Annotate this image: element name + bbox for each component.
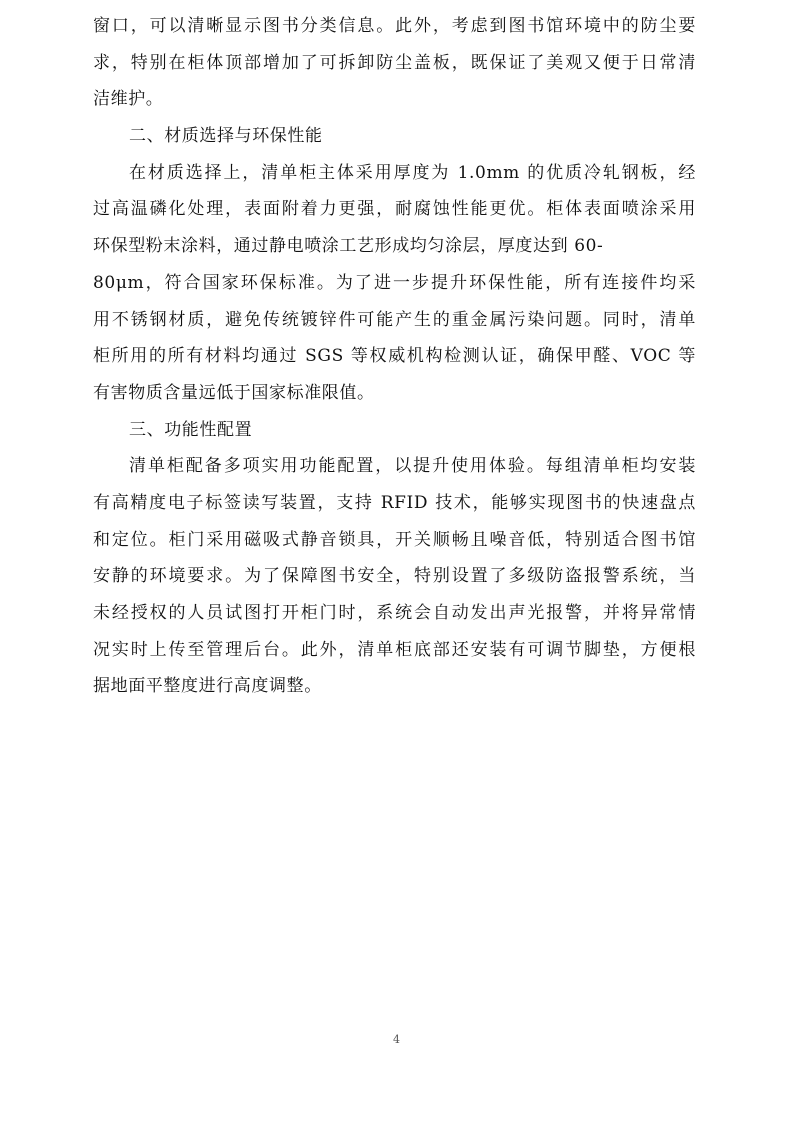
body-text-line: 在材质选择上，清单柜主体采用厚度为 1.0mm 的优质冷轧钢板，经 [129, 162, 696, 183]
body-text-line: 洁维护。 [93, 89, 164, 110]
body-text-line: 用不锈钢材质，避免传统镀锌件可能产生的重金属污染问题。同时，清单 [93, 309, 696, 330]
body-text-line: 80μm，符合国家环保标准。为了进一步提升环保性能，所有连接件均采 [93, 272, 696, 293]
document-page [93, 8, 696, 705]
body-text-line: 有高精度电子标签读写装置，支持 RFID 技术，能够实现图书的快速盘点 [93, 492, 696, 513]
body-text-line: 求，特别在柜体顶部增加了可拆卸防尘盖板，既保证了美观又便于日常清 [93, 52, 696, 73]
body-text-line: 和定位。柜门采用磁吸式静音锁具，开关顺畅且噪音低，特别适合图书馆 [93, 529, 696, 550]
body-text-line: 环保型粉末涂料，通过静电喷涂工艺形成均匀涂层，厚度达到 60- [93, 236, 604, 257]
page-number: 4 [393, 1033, 400, 1046]
body-text-line: 况实时上传至管理后台。此外，清单柜底部还安装有可调节脚垫，方便根 [93, 639, 696, 660]
body-text-line: 据地面平整度进行高度调整。 [93, 676, 322, 697]
body-text-line: 清单柜配备多项实用功能配置，以提升使用体验。每组清单柜均安装 [129, 456, 696, 477]
body-text-line: 过高温磷化处理，表面附着力更强，耐腐蚀性能更优。柜体表面喷涂采用 [93, 199, 696, 220]
body-text-line: 安静的环境要求。为了保障图书安全，特别设置了多级防盗报警系统，当 [93, 566, 696, 587]
body-text-line: 柜所用的所有材料均通过 SGS 等权威机构检测认证，确保甲醛、VOC 等 [93, 346, 696, 367]
body-text-line: 有害物质含量远低于国家标准限值。 [93, 382, 375, 403]
section-heading: 二、材质选择与环保性能 [129, 126, 323, 147]
body-text-line: 窗口，可以清晰显示图书分类信息。此外，考虑到图书馆环境中的防尘要 [93, 16, 696, 36]
body-text-line: 未经授权的人员试图打开柜门时，系统会自动发出声光报警，并将异常情 [93, 603, 696, 623]
section-heading: 三、功能性配置 [129, 419, 253, 440]
